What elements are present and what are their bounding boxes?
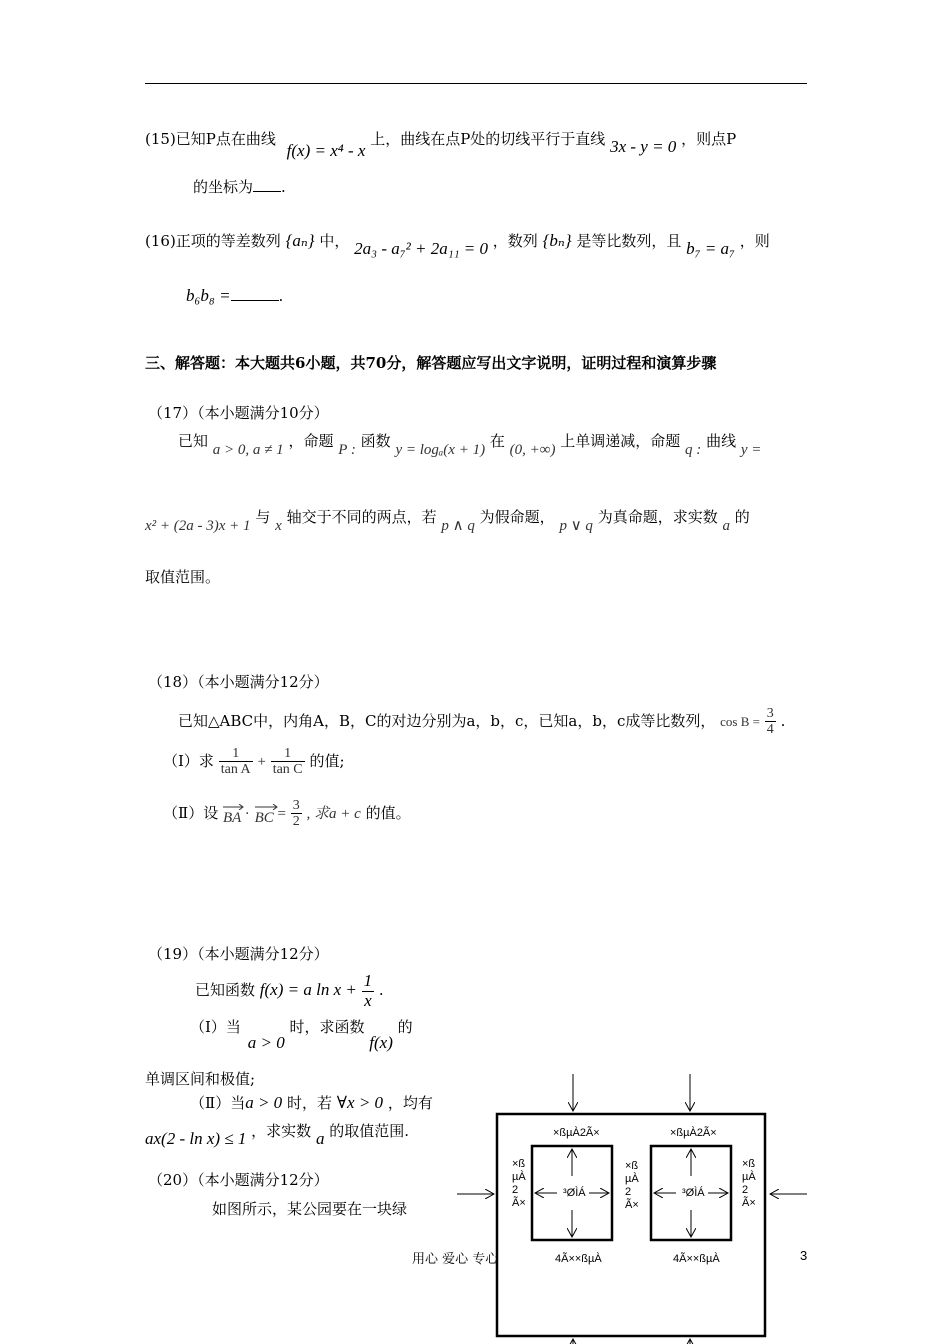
side-left-4: Ã× xyxy=(512,1197,526,1209)
diagram-label-bottom-right: 4Ã××ßµÀ xyxy=(673,1253,720,1265)
side-right-3: 2 xyxy=(742,1184,749,1196)
side-right-1: ×ß xyxy=(742,1158,756,1170)
q17-q: q : xyxy=(685,442,702,458)
q16-cond: b₇ = a₇ xyxy=(686,239,735,258)
q18-text: 已知△ABC中，内角A，B，C的对边分别为a，b，c，已知a，b，c成等比数列， xyxy=(178,711,716,730)
header-rule xyxy=(145,83,807,84)
outer-boundary xyxy=(497,1114,765,1336)
q18-head: （18）（本小题满分12分） xyxy=(148,673,329,691)
q19-frac-num: 1 xyxy=(363,971,373,990)
q18-cos-frac xyxy=(765,706,776,738)
q19-frac-den: x xyxy=(364,990,372,1010)
q18-cos-num: 3 xyxy=(766,706,774,721)
q18-vec1-label: BA xyxy=(222,809,242,826)
q16-mid1: 中， xyxy=(319,232,350,250)
q18-ask: , 求a + c xyxy=(306,805,361,822)
q15-tail: ，则点P xyxy=(681,130,737,148)
diagram-label-pond-left: ³ØÌÁ xyxy=(563,1187,586,1199)
q18-frac-c xyxy=(271,746,305,778)
q19-p1-b: 时，求函数 xyxy=(289,1018,365,1036)
q17-text-k: 的 xyxy=(734,508,750,526)
q18-frac-c-den: tan C xyxy=(272,762,303,778)
q16-mid2: ，数列 xyxy=(492,232,538,250)
q17-var-a: a xyxy=(722,518,730,534)
q19-part1 xyxy=(190,1016,413,1052)
q16-line1 xyxy=(145,230,770,258)
q17-text-h: 轴交于不同的两点，若 xyxy=(286,508,437,526)
q19-fn: f(x) = a ln x + xyxy=(259,980,357,1000)
side-right-2: µÀ xyxy=(742,1171,756,1183)
q19-p2-a: （Ⅱ）当 xyxy=(190,1094,246,1112)
q19-p2-var: a xyxy=(315,1129,325,1148)
page-number: 3 xyxy=(800,1248,808,1263)
q18-frac-a-den: tan A xyxy=(220,762,251,778)
q18-frac-32-num: 3 xyxy=(292,798,300,813)
vector-arrow-icon xyxy=(255,804,279,810)
q18-part2 xyxy=(163,798,411,830)
q19-part2-line2 xyxy=(145,1120,410,1148)
q16-ask: b₆b₈ = xyxy=(186,286,231,305)
q16-line2 xyxy=(186,286,283,306)
q19-p2-d: ，求实数 xyxy=(251,1122,312,1140)
q18-frac-32-den: 2 xyxy=(292,814,300,830)
q17-cond: a > 0, a ≠ 1 xyxy=(212,442,284,458)
q18-vec2 xyxy=(255,810,278,826)
q17-p: P : xyxy=(338,442,356,458)
q15-mid: 上，曲线在点P处的切线平行于直线 xyxy=(370,130,606,148)
q15-curve: f(x) = x⁴ - x xyxy=(286,141,366,160)
q19-p2-ineq: ax(2 - ln x) ≤ 1 xyxy=(145,1129,247,1148)
q15-end: . xyxy=(281,178,286,196)
q15-lead: (15)已知P点在曲线 xyxy=(145,130,276,148)
q19-line1 xyxy=(195,972,384,1010)
side-left-1: ×ß xyxy=(512,1158,526,1170)
q17-text-a: 已知 xyxy=(178,432,209,450)
q17-p-or-q: p ∨ q xyxy=(559,518,593,534)
q17-fn: y = logₐ(x + 1) xyxy=(395,442,486,458)
q17-text-d: 在 xyxy=(489,432,505,450)
diagram-label-side-right xyxy=(742,1158,756,1210)
q17-text-b: ，命题 xyxy=(288,432,334,450)
diagram-label-side-left xyxy=(512,1158,526,1210)
q17-text-c: 函数 xyxy=(360,432,391,450)
q19-head: （19）（本小题满分12分） xyxy=(148,945,329,963)
q18-frac-a xyxy=(219,746,253,778)
q20-line1: 如图所示，某公园要在一块绿 xyxy=(212,1200,408,1218)
q18-cos: cos B = xyxy=(720,713,760,729)
q19-p1-fn: f(x) xyxy=(369,1033,393,1052)
q16-seq-b: {bₙ} xyxy=(542,231,572,250)
diagram-label-top-right: ×ßµÀ2Ã× xyxy=(670,1127,717,1139)
q16-mid3: 是等比数列，且 xyxy=(576,232,682,250)
q17-line3: 取值范围。 xyxy=(145,568,221,586)
q15-line1 xyxy=(145,128,737,160)
q19-p2-cond: a > 0 xyxy=(245,1093,283,1112)
q17-line1 xyxy=(178,430,762,458)
q19-p1-line2: 单调区间和极值; xyxy=(145,1070,256,1088)
q17-x: x xyxy=(275,518,282,534)
q19-frac xyxy=(362,972,375,1010)
q15-ask: 的坐标为 xyxy=(193,178,254,196)
diagram-label-side-middle xyxy=(625,1160,639,1212)
q18-dot: · xyxy=(244,805,250,822)
q18-p1-text: （Ⅰ）求 xyxy=(163,751,214,770)
side-left-2: µÀ xyxy=(512,1171,526,1183)
q19-p2-c: ，均有 xyxy=(387,1094,433,1112)
q17-text-e: 上单调递减，命题 xyxy=(560,432,681,450)
q18-frac-a-num: 1 xyxy=(219,746,253,762)
q17-p-and-q: p ∧ q xyxy=(441,518,475,534)
q18-p2-text: （Ⅱ）设 xyxy=(163,803,219,822)
q16-eq: 2a₃ - a₇² + 2a₁₁ = 0 xyxy=(354,239,488,258)
diagram-label-top-left: ×ßµÀ2Ã× xyxy=(553,1127,600,1139)
q19-p2-e: 的取值范围. xyxy=(329,1122,410,1140)
q17-line2 xyxy=(145,506,750,534)
vector-arrow-icon xyxy=(223,804,245,810)
diagram-label-pond-right: ³ØÌÁ xyxy=(682,1187,705,1199)
q19-fn-end: . xyxy=(378,981,384,1000)
q19-p1-cond: a > 0 xyxy=(247,1033,285,1052)
side-right-4: Ã× xyxy=(742,1197,756,1209)
q18-eq: = xyxy=(277,805,286,822)
q17-expr: x² + (2a - 3)x + 1 xyxy=(145,518,251,534)
section3-heading: 三、解答题：本大题共6小题，共70分，解答题应写出文字说明，证明过程和演算步骤 xyxy=(145,354,717,372)
side-left-3: 2 xyxy=(512,1184,519,1196)
q15-line2 xyxy=(193,176,286,197)
diagram-label-bottom-left: 4Ã××ßµÀ xyxy=(555,1253,602,1265)
q17-text-g: 与 xyxy=(255,508,271,526)
footer-motto: 用心 爱心 专心 xyxy=(412,1252,499,1267)
q18-part1 xyxy=(163,746,345,778)
q17-head: （17）（本小题满分10分） xyxy=(148,404,329,422)
q17-text-f: 曲线 xyxy=(706,432,737,450)
q16-blank xyxy=(231,290,279,301)
q18-vec2-label: BC xyxy=(254,809,274,826)
q20-head: （20）（本小题满分12分） xyxy=(148,1171,329,1189)
q19-p1-c: 的 xyxy=(397,1018,413,1036)
q18-plus: + xyxy=(257,753,266,770)
side-mid-2: µÀ xyxy=(625,1173,639,1185)
q18-p2-end: 的值。 xyxy=(365,803,411,822)
q16-tail: ，则 xyxy=(739,232,770,250)
q16-lead: (16)正项的等差数列 xyxy=(145,232,281,250)
q19-part2 xyxy=(190,1092,433,1113)
q18-frac-c-num: 1 xyxy=(271,746,305,762)
q18-p1-end: 的值; xyxy=(309,751,345,770)
q16-seq-a: {aₙ} xyxy=(285,231,315,250)
q19-p2-b: 时，若 xyxy=(286,1094,332,1112)
q17-text-i: 为假命题， xyxy=(479,508,555,526)
q18-cos-end: . xyxy=(780,711,786,730)
q17-interval: (0, +∞) xyxy=(509,442,556,458)
q17-y: y = xyxy=(740,442,762,458)
q17-text-j: 为真命题，求实数 xyxy=(597,508,718,526)
side-mid-1: ×ß xyxy=(625,1160,639,1172)
q18-cos-den: 4 xyxy=(766,722,774,738)
q16-end: . xyxy=(278,287,284,305)
q19-p1-a: （Ⅰ）当 xyxy=(190,1018,241,1036)
q18-vec1 xyxy=(223,810,245,826)
q15-line: 3x - y = 0 xyxy=(610,137,677,156)
q19-p2-forall: ∀x > 0 xyxy=(336,1093,384,1112)
side-mid-3: 2 xyxy=(625,1186,632,1198)
q18-frac-32 xyxy=(291,798,302,830)
q19-text: 已知函数 xyxy=(195,981,256,1000)
side-mid-4: Ã× xyxy=(625,1199,639,1211)
q18-line1 xyxy=(178,706,785,738)
q15-blank xyxy=(253,177,281,192)
